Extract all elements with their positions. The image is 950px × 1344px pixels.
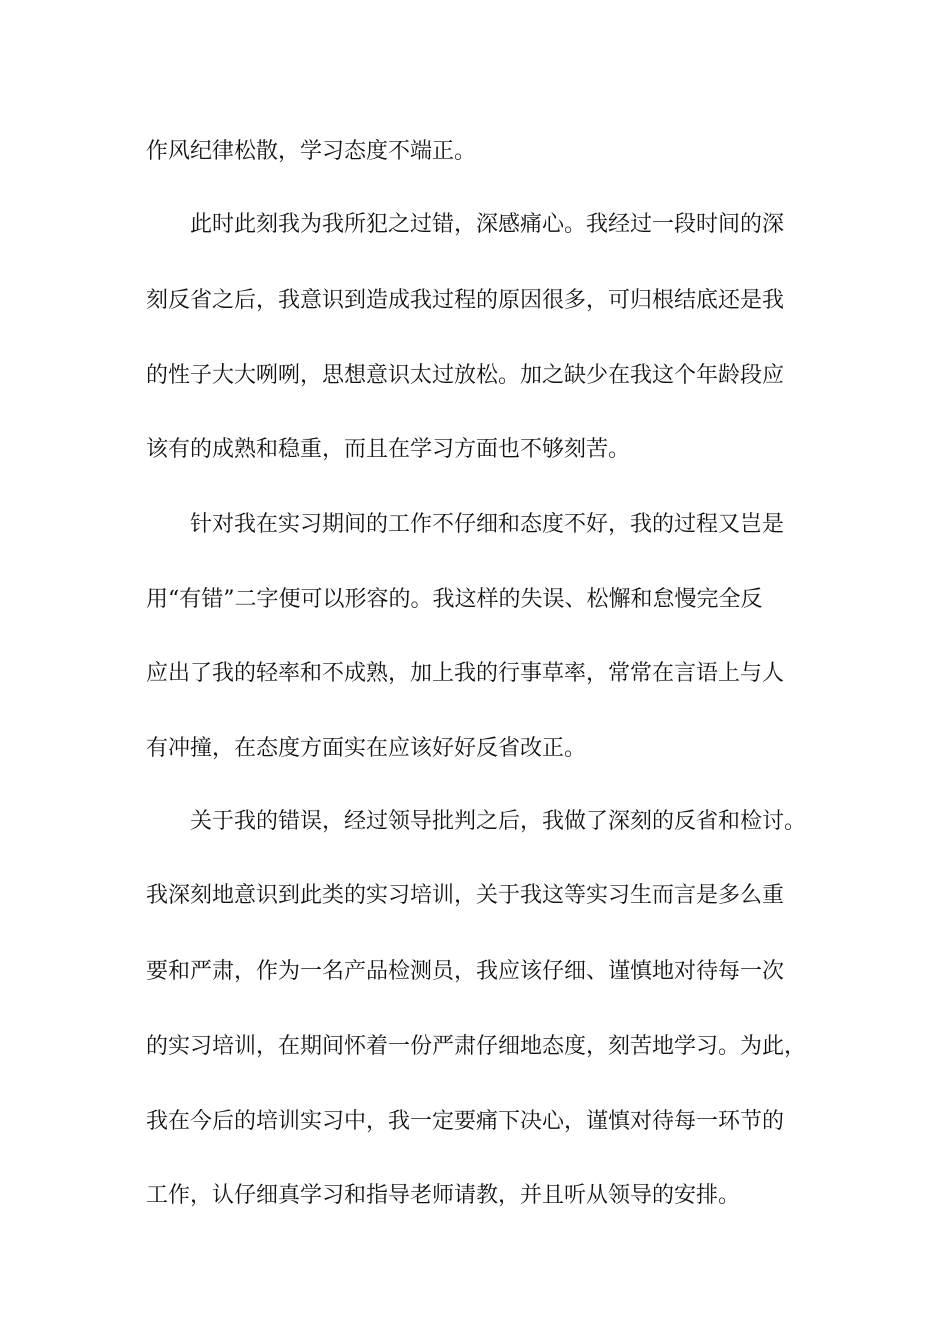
text-line: 刻反省之后，我意识到造成我过程的原因很多，可归根结底还是我 (146, 288, 785, 313)
text-line: 该有的成熟和稳重，而且在学习方面也不够刻苦。 (146, 437, 631, 462)
text-line: 我深刻地意识到此类的实习培训，关于我这等实习生而言是多么重 (146, 883, 785, 908)
text-line: 应出了我的轻率和不成熟，加上我的行事草率，常常在言语上与人 (146, 661, 785, 686)
paragraph-start-line: 关于我的错误，经过领导批判之后，我做了深刻的反省和检讨。 (190, 809, 807, 834)
paragraph-start-line: 针对我在实习期间的工作不仔细和态度不好，我的过程又岂是 (190, 512, 785, 537)
text-line: 有冲撞，在态度方面实在应该好好反省改正。 (146, 736, 587, 761)
paragraph-start-line: 此时此刻我为我所犯之过错，深感痛心。我经过一段时间的深 (190, 212, 785, 237)
text-line: 工作，认仔细真学习和指导老师请教，并且听从领导的安排。 (146, 1183, 741, 1208)
text-line: 作风纪律松散，学习态度不端正。 (146, 139, 477, 164)
text-line: 用“有错”二字便可以形容的。我这样的失误、松懈和怠慢完全反 (146, 587, 763, 612)
text-line: 的实习培训，在期间怀着一份严肃仔细地态度，刻苦地学习。为此， (146, 1034, 807, 1059)
text-line: 的性子大大咧咧，思想意识太过放松。加之缺少在我这个年龄段应 (146, 363, 785, 388)
text-line: 要和严肃，作为一名产品检测员，我应该仔细、谨慎地对待每一次 (146, 959, 785, 984)
text-line: 我在今后的培训实习中，我一定要痛下决心，谨慎对待每一环节的 (146, 1109, 785, 1134)
